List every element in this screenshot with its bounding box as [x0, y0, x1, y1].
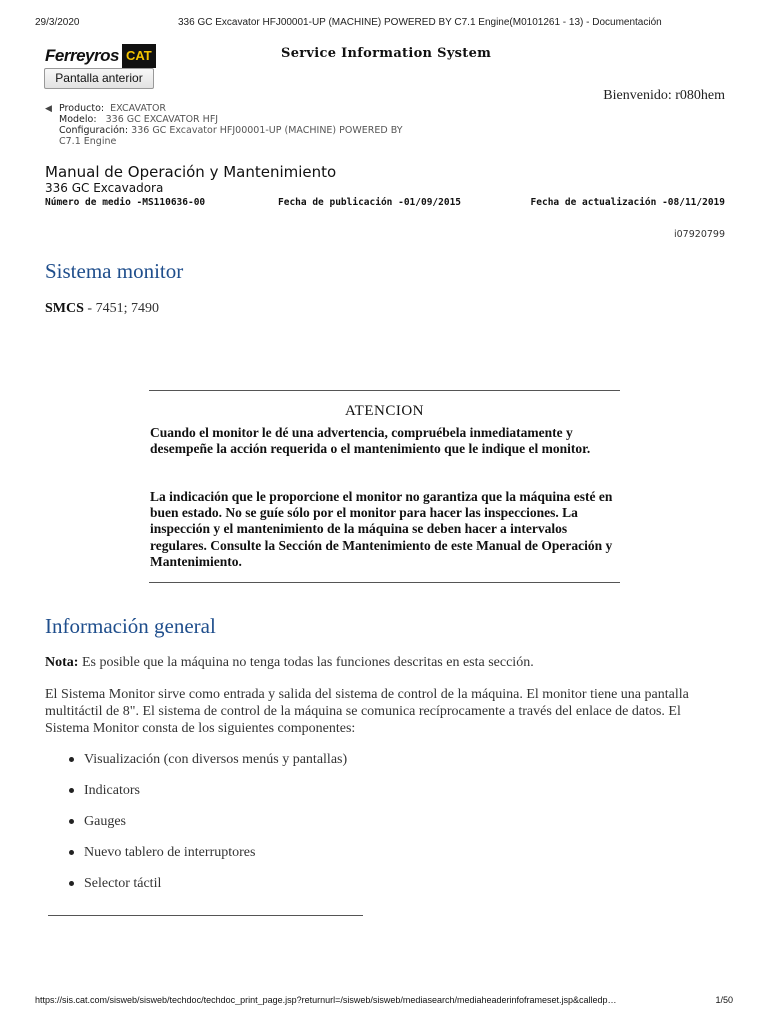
- bullet-icon: [69, 788, 74, 793]
- list-item: Gauges: [45, 813, 645, 844]
- manual-title: Manual de Operación y Mantenimiento: [45, 163, 337, 181]
- ferreyros-cat-logo: [45, 42, 156, 70]
- ferreyros-logo-text: Ferreyros: [45, 46, 119, 65]
- smcs-line: [45, 301, 159, 317]
- smcs-value: - 7451; 7490: [83, 301, 159, 316]
- product-info: [59, 103, 403, 147]
- modelo-value: 336 GC EXCAVATOR HFJ: [105, 114, 219, 125]
- back-button[interactable]: Pantalla anterior: [44, 68, 154, 89]
- welcome-text: Bienvenido: r080hem: [603, 88, 725, 103]
- footer-page-number: 1/50: [715, 995, 733, 1005]
- modelo-label: Modelo:: [59, 114, 97, 125]
- note-label: Nota:: [45, 655, 79, 670]
- print-title: 336 GC Excavator HFJ00001-UP (MACHINE) POWERED BY C7.1 Engine(M0101261 - 13) - Documentación: [178, 17, 662, 28]
- publication-date: Fecha de publicación -01/09/2015: [278, 197, 462, 208]
- list-item: Visualización (con diversos menús y pantallas): [45, 751, 645, 782]
- warning-title: ATENCION: [345, 403, 424, 419]
- bullet-icon: [69, 757, 74, 762]
- manual-subtitle: 336 GC Excavadora: [45, 181, 164, 195]
- section-heading-informacion-general: Información general: [45, 614, 216, 638]
- config-value: 336 GC Excavator HFJ00001-UP (MACHINE) POWERED BY: [131, 125, 403, 136]
- sis-title: Service Information System: [281, 46, 492, 61]
- note-text: Es posible que la máquina no tenga todas las funciones descritas en esta sección.: [78, 655, 534, 670]
- warning-paragraph-1: Cuando el monitor le dé una advertencia, compruébela inmediatamente y desempeñe la acción requerida o el mantenimiento que le indique el monitor.: [150, 425, 591, 457]
- bullet-icon: [69, 819, 74, 824]
- footer-url: https://sis.cat.com/sisweb/sisweb/techdoc/techdoc_print_page.jsp?returnurl=/sisweb/sisweb/mediasearch/mediaheaderinfoframeset.jsp&calledp…: [35, 995, 617, 1005]
- back-arrow-icon[interactable]: ◀: [45, 104, 52, 114]
- producto-value: EXCAVATOR: [110, 103, 167, 114]
- config-label: Configuración:: [59, 125, 129, 136]
- warning-top-rule: [149, 390, 620, 391]
- bullet-icon: [69, 850, 74, 855]
- section-end-rule: [48, 915, 363, 916]
- component-list: [45, 751, 645, 906]
- note-line: [45, 655, 534, 671]
- list-item: Selector táctil: [45, 875, 645, 906]
- section-heading-sistema-monitor: Sistema monitor: [45, 259, 184, 283]
- config-value-cont: C7.1 Engine: [59, 136, 117, 147]
- bullet-icon: [69, 881, 74, 886]
- cat-logo: CAT: [122, 44, 156, 68]
- list-item: Nuevo tablero de interruptores: [45, 844, 645, 875]
- media-number: Número de medio -MS110636-00: [45, 197, 206, 208]
- general-paragraph: El Sistema Monitor sirve como entrada y salida del sistema de control de la máquina. El monitor tiene una pantalla multitáctil de 8". El sistema de control de la máquina se comunica recíprocamente a través del enlace de datos. El Sistema Monitor consta de los siguientes componentes:: [45, 687, 689, 736]
- list-item: Indicators: [45, 782, 645, 813]
- warning-paragraph-2: La indicación que le proporcione el monitor no garantiza que la máquina esté en buen estado. No se guíe sólo por el monitor para hacer las inspecciones. La inspección y el mantenimiento de la máquina se deben hacer a intervalos regulares. Consulte la Sección de Mantenimiento de este Manual de Operación y Mantenimiento.: [150, 489, 613, 569]
- update-date: Fecha de actualización -08/11/2019: [530, 197, 725, 208]
- producto-label: Producto:: [59, 103, 105, 114]
- warning-bottom-rule: [149, 582, 620, 583]
- document-id: i07920799: [674, 229, 725, 240]
- print-date: 29/3/2020: [35, 17, 80, 28]
- smcs-label: SMCS: [45, 301, 84, 316]
